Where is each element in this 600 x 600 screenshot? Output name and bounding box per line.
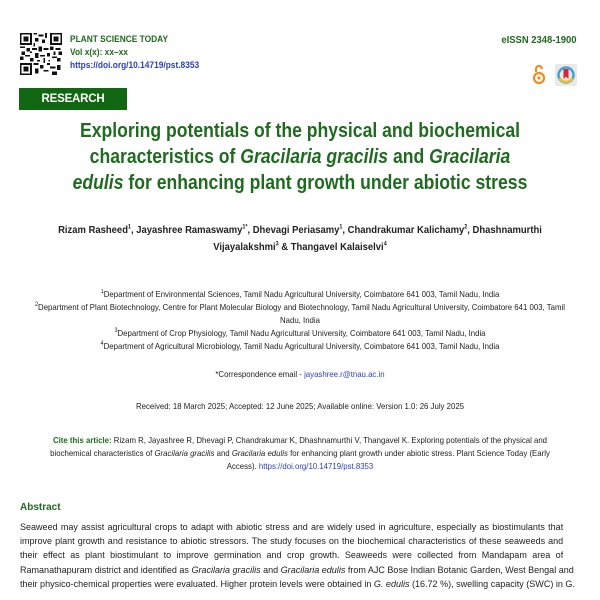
author: Chandrakumar Kalichamy: [347, 224, 465, 236]
journal-info: [70, 33, 199, 72]
correspondence-label: *Correspondence email -: [215, 369, 305, 379]
affiliation-list: [33, 288, 567, 353]
correspondence: [116, 369, 484, 379]
title-species-2: Gracilaria edulis: [72, 146, 511, 194]
crossmark-icon[interactable]: [555, 64, 577, 86]
abstract-line: their effect as plant biostimulant to improve germination and crop growth. Seaweeds were collected from Mandapam area of: [20, 550, 564, 561]
author-list: Rizam Rasheed$^1$, Jayashree Ramaswamy$^{1*}$, Dhevagi Periasamy$^1$, Chandrakumar Kalichamy$^2$, Dhashnamurthi Vijayalakshmi$^3$ & Thangavel Kalaiselvi$^4$: [58, 224, 542, 253]
author: Dhashnamurthi Vijayalakshmi: [213, 224, 542, 253]
affiliation: $^4$Department of Agricultural Microbiology, Tamil Nadu Agricultural University, Coimbatore 641 003, Tamil Nadu, India: [100, 341, 500, 351]
affiliation: $^2$Department of Plant Biotechnology, Centre for Plant Molecular Biology and Biotechnology, Tamil Nadu Agricultural University, Coimbatore 641 003, Tamil Nadu, India: [34, 302, 566, 325]
citation-block: Cite this article: Rizam R, Jayashree R, Dhevagi P, Chandrakumar K, Dhashnamurthi V, Thangavel K. Exploring potentials of the physical and biochemical characteristics of Gracilaria gracilis and Gracilaria edulis for enhancing plant growth under abiotic stress. Plant Science Today (Early Access). https://doi.org/10.14719/pst.8353: [50, 435, 550, 471]
journal-name: PLANT SCIENCE TODAY: [70, 34, 169, 45]
title-species-1: Gracilaria gracilis: [240, 146, 389, 168]
title-text: for enhancing plant growth under abiotic stress: [123, 172, 528, 194]
author: Rizam Rasheed: [58, 224, 128, 236]
affiliation: $^1$Department of Environmental Sciences, Tamil Nadu Agricultural University, Coimbatore 641 003, Tamil Nadu, India: [100, 289, 500, 299]
author: Thangavel Kalaiselvi: [290, 241, 384, 253]
correspondence-email-link[interactable]: jayashree.r@tnau.ac.in: [304, 369, 385, 379]
affiliation: $^3$Department of Crop Physiology, Tamil Nadu Agricultural University, Coimbatore 641 003, Tamil Nadu, India: [114, 328, 486, 338]
doi-link[interactable]: https://doi.org/10.14719/pst.8353: [70, 60, 200, 71]
abstract-line: Seaweed may assist agricultural crops to adapt with abiotic stress and are widely used in agriculture, especially as biostimulants that: [20, 522, 564, 532]
title-text: and: [388, 146, 430, 168]
author: Dhevagi Periasamy: [252, 224, 340, 236]
publication-dates: Received: 18 March 2025; Accepted: 12 June 2025; Available online: Version 1.0: 26 July 2025: [135, 401, 465, 411]
citation-label: Cite this article:: [52, 435, 112, 445]
author: Jayashree Ramaswamy: [136, 224, 243, 236]
open-access-icon: [532, 63, 546, 85]
qr-code-icon: [20, 33, 62, 75]
article-type-badge: RESEARCH ARTICLE: [19, 88, 127, 110]
abstract-line: improve plant growth and resistance to abiotic stressors. The study focuses on the biochemical characteristics of these seaweeds and: [20, 536, 564, 547]
journal-volume: Vol x(x): xx–xx: [70, 47, 128, 58]
abstract-body: [20, 520, 575, 591]
eissn-label: eISSN 2348-1900: [500, 34, 576, 46]
citation-doi-link[interactable]: https://doi.org/10.14719/pst.8353: [258, 461, 374, 471]
title-text: Exploring potentials of the physical and biochemical characteristics of: [79, 120, 521, 168]
article-title: [71, 118, 529, 196]
abstract-line: Ramanathapuram district and identified as Gracilaria gracilis and Gracilaria edulis from AJC Bose Indian Botanic Garden, West Bengal and: [20, 564, 574, 575]
abstract-line: their physico-chemical properties were evaluated. Higher protein levels were obtained in G. edulis (16.72 %), swelling capacity (SWC) in G.: [20, 578, 575, 589]
abstract-heading: Abstract: [20, 502, 61, 513]
